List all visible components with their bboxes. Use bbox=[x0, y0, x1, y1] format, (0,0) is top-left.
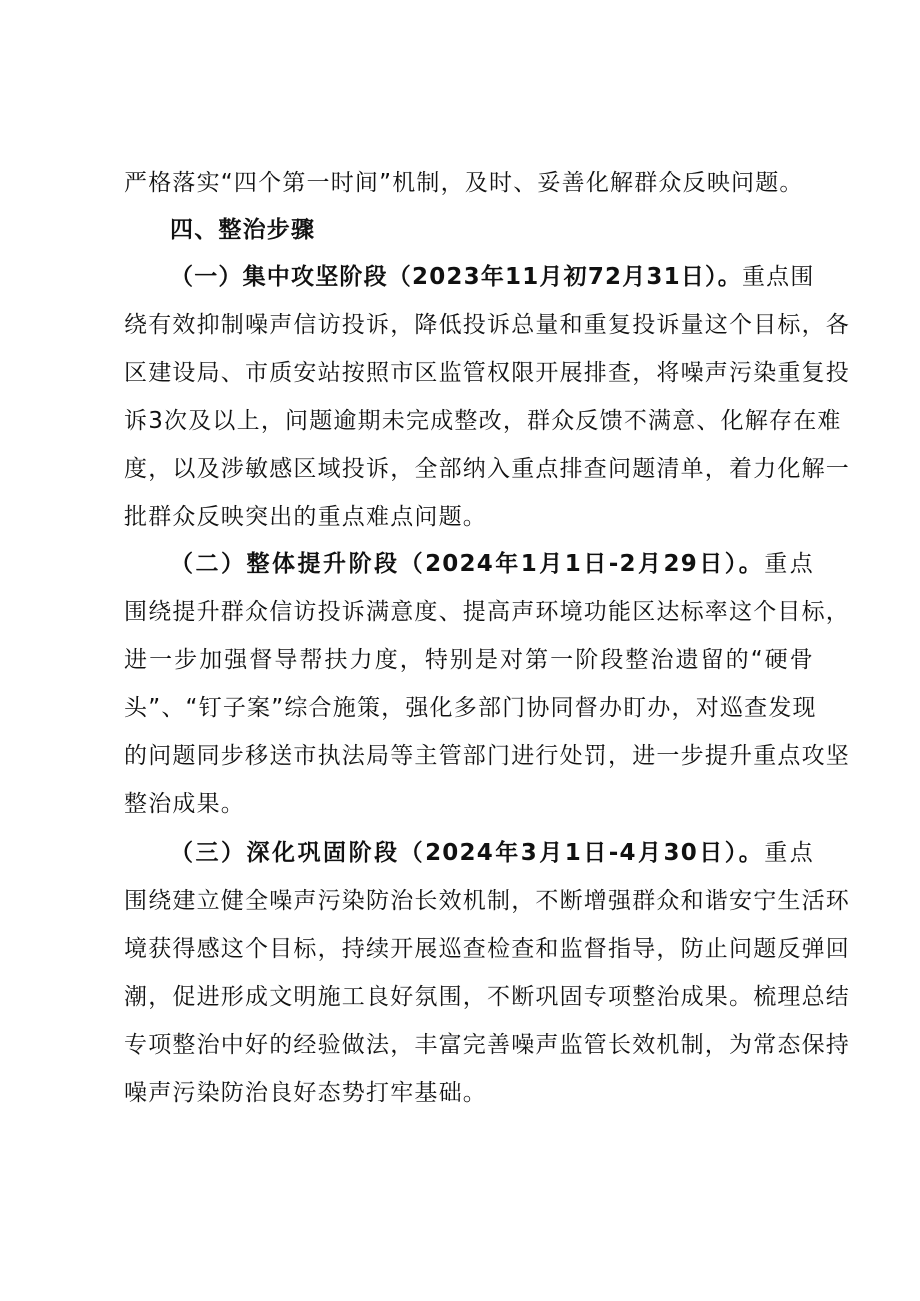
stage-1-line-3: 诉3次及以上，问题逾期未完成整改，群众反馈不满意、化解存在难 bbox=[124, 408, 842, 434]
stage-1-title: （一）集中攻坚阶段（2023年11月初72月31日）。 bbox=[170, 264, 742, 290]
stage-3-line-3: 潮，促进形成文明施工良好氛围，不断巩固专项整治成果。梳理总结 bbox=[124, 984, 850, 1010]
stage-3-line-4: 专项整治中好的经验做法，丰富完善噪声监管长效机制，为常态保持 bbox=[124, 1032, 850, 1058]
stage-2-line-1: 围绕提升群众信访投诉满意度、提高声环境功能区达标率这个目标， bbox=[124, 599, 850, 625]
intro-line: 严格落实“四个第一时间”机制，及时、妥善化解群众反映问题。 bbox=[124, 170, 804, 196]
stage-3-title: （三）深化巩固阶段（2024年3月1日-4月30日）。 bbox=[170, 840, 765, 866]
section-heading: 四、整治步骤 bbox=[170, 217, 316, 243]
stage-2-title: （二）整体提升阶段（2024年1月1日-2月29日）。 bbox=[170, 551, 765, 577]
stage-2-line-4: 的问题同步移送市执法局等主管部门进行处罚，进一步提升重点攻坚 bbox=[124, 743, 850, 769]
stage-1-first-line bbox=[170, 262, 814, 292]
stage-1-line-2: 区建设局、市质安站按照市区监管权限开展排查，将噪声污染重复投 bbox=[124, 360, 850, 386]
stage-1-line-1: 绕有效抑制噪声信访投诉，降低投诉总量和重复投诉量这个目标，各 bbox=[124, 312, 850, 338]
stage-2-line-3: 头”、“钉子案”综合施策，强化多部门协同督办盯办，对巡查发现 bbox=[124, 695, 817, 721]
stage-2-line-0: 重点 bbox=[764, 551, 814, 577]
stage-3-line-5: 噪声污染防治良好态势打牢基础。 bbox=[124, 1080, 487, 1106]
stage-1-line-4: 度，以及涉敏感区域投诉，全部纳入重点排查问题清单，着力化解一 bbox=[124, 456, 850, 482]
stage-2-line-2: 进一步加强督导帮扶力度，特别是对第一阶段整治遗留的“硬骨 bbox=[124, 647, 814, 673]
stage-3-first-line bbox=[170, 838, 814, 868]
stage-1-line-0: 重点围 bbox=[741, 264, 815, 290]
stage-2-first-line bbox=[170, 549, 814, 579]
stage-3-line-0: 重点 bbox=[764, 840, 814, 866]
stage-3-line-2: 境获得感这个目标，持续开展巡查检查和监督指导，防止问题反弹回 bbox=[124, 936, 850, 962]
stage-3-line-1: 围绕建立健全噪声污染防治长效机制，不断增强群众和谐安宁生活环 bbox=[124, 888, 850, 914]
stage-2-line-5: 整治成果。 bbox=[124, 791, 245, 817]
stage-1-line-5: 批群众反映突出的重点难点问题。 bbox=[124, 504, 487, 530]
